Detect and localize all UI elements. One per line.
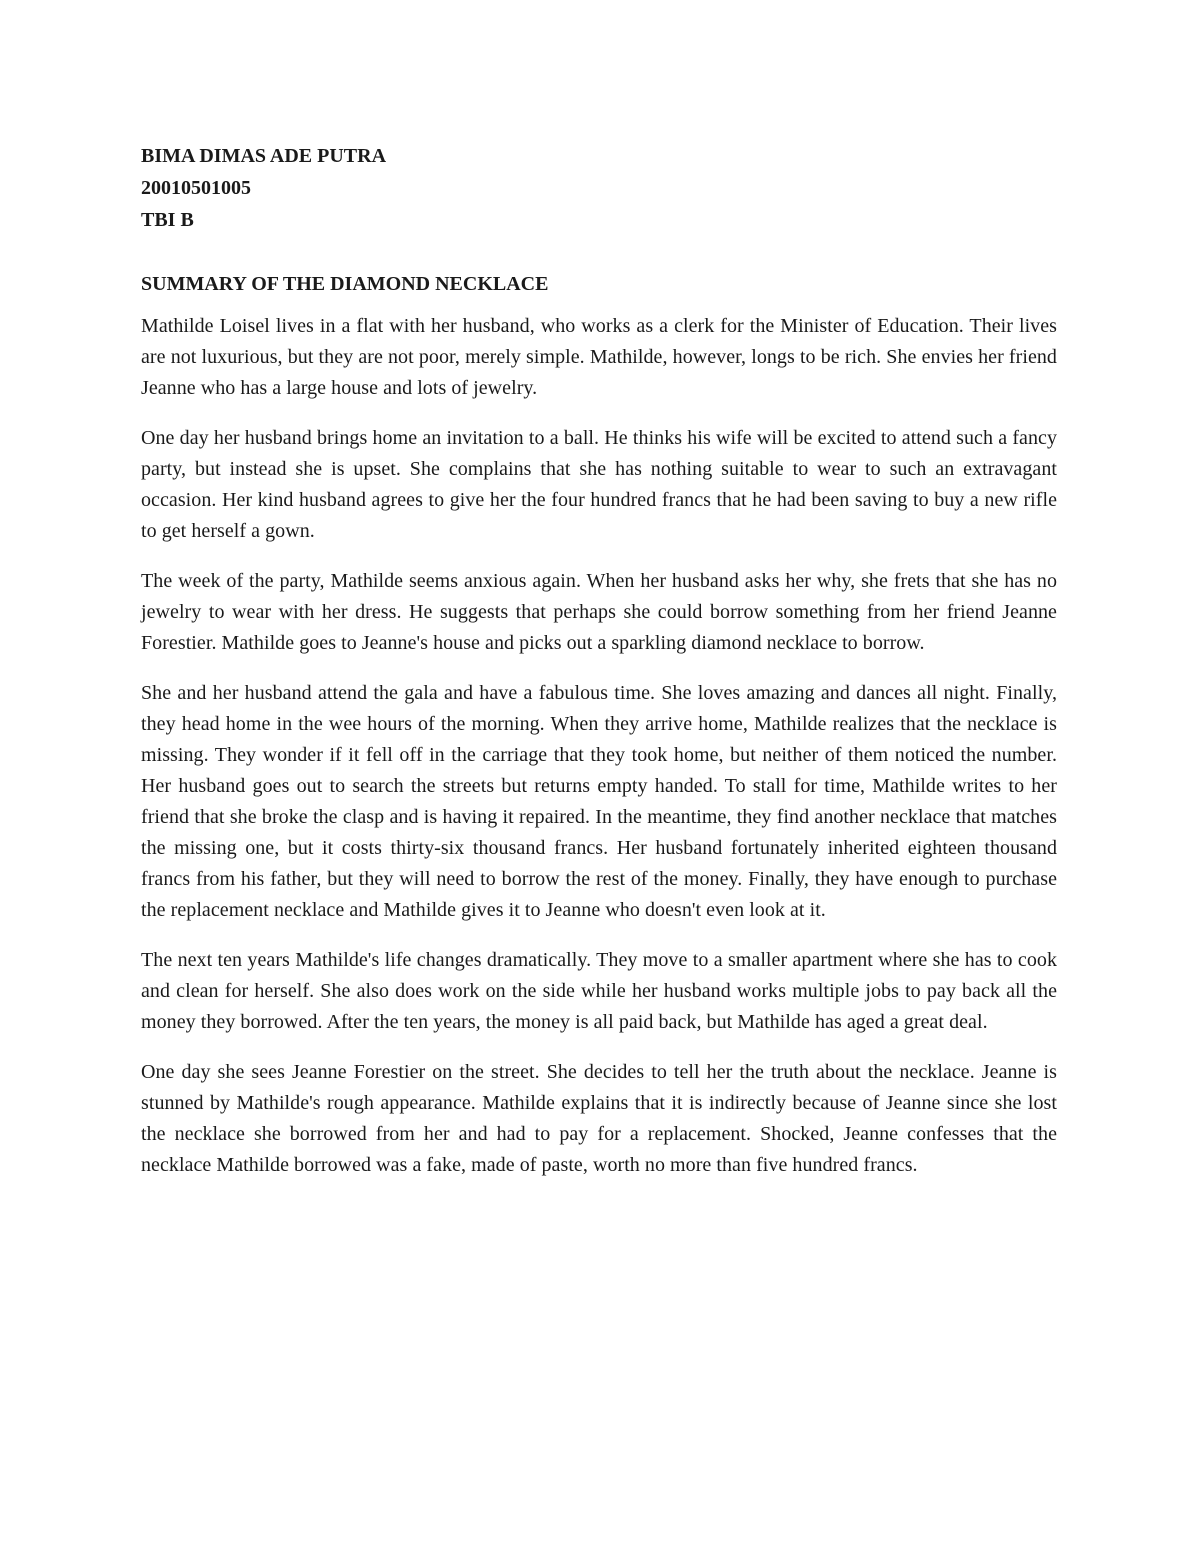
paragraph: Mathilde Loisel lives in a flat with her husband, who works as a clerk for the Minister of Education. Their lives are not luxurious, but they are not poor, merely simple. Mathilde, however, longs to be rich. She envies her friend Jeanne who has a large house and lots of jewelry. bbox=[141, 315, 1057, 399]
paragraph: The next ten years Mathilde's life changes dramatically. They move to a smaller apartment where she has to cook and clean for herself. She also does work on the side while her husband works multiple jobs to pay back all the money they borrowed. After the ten years, the money is all paid back, but Mathilde has aged a great deal. bbox=[141, 949, 1057, 1033]
document-page bbox=[141, 140, 1057, 1200]
class-name: TBI B bbox=[141, 209, 194, 231]
paragraph: The week of the party, Mathilde seems anxious again. When her husband asks her why, she frets that she has no jewelry to wear with her dress. He suggests that perhaps she could borrow something from her friend Jeanne Forestier. Mathilde goes to Jeanne's house and picks out a sparkling diamond necklace to borrow. bbox=[141, 570, 1057, 654]
student-id: 20010501005 bbox=[141, 177, 251, 199]
author-name: BIMA DIMAS ADE PUTRA bbox=[141, 145, 387, 167]
document-title: SUMMARY OF THE DIAMOND NECKLACE bbox=[141, 273, 549, 295]
paragraph: One day her husband brings home an invitation to a ball. He thinks his wife will be excited to attend such a fancy party, but instead she is upset. She complains that she has nothing suitable to wear to such an extravagant occasion. Her kind husband agrees to give her the four hundred francs that he had been saving to buy a new rifle to get herself a gown. bbox=[141, 427, 1057, 542]
paragraph: One day she sees Jeanne Forestier on the street. She decides to tell her the truth about the necklace. Jeanne is stunned by Mathilde's rough appearance. Mathilde explains that it is indirectly because of Jeanne since she lost the necklace she borrowed from her and had to pay for a replacement. Shocked, Jeanne confesses that the necklace Mathilde borrowed was a fake, made of paste, worth no more than five hundred francs. bbox=[141, 1061, 1057, 1176]
paragraph: She and her husband attend the gala and have a fabulous time. She loves amazing and dances all night. Finally, they head home in the wee hours of the morning. When they arrive home, Mathilde realizes that the necklace is missing. They wonder if it fell off in the carriage that they took home, but neither of them noticed the number. Her husband goes out to search the streets but returns empty handed. To stall for time, Mathilde writes to her friend that she broke the clasp and is having it repaired. In the meantime, they find another necklace that matches the missing one, but it costs thirty-six thousand francs. Her husband fortunately inherited eighteen thousand francs from his father, but they will need to borrow the rest of the money. Finally, they have enough to purchase the replacement necklace and Mathilde gives it to Jeanne who doesn't even look at it. bbox=[141, 682, 1057, 921]
